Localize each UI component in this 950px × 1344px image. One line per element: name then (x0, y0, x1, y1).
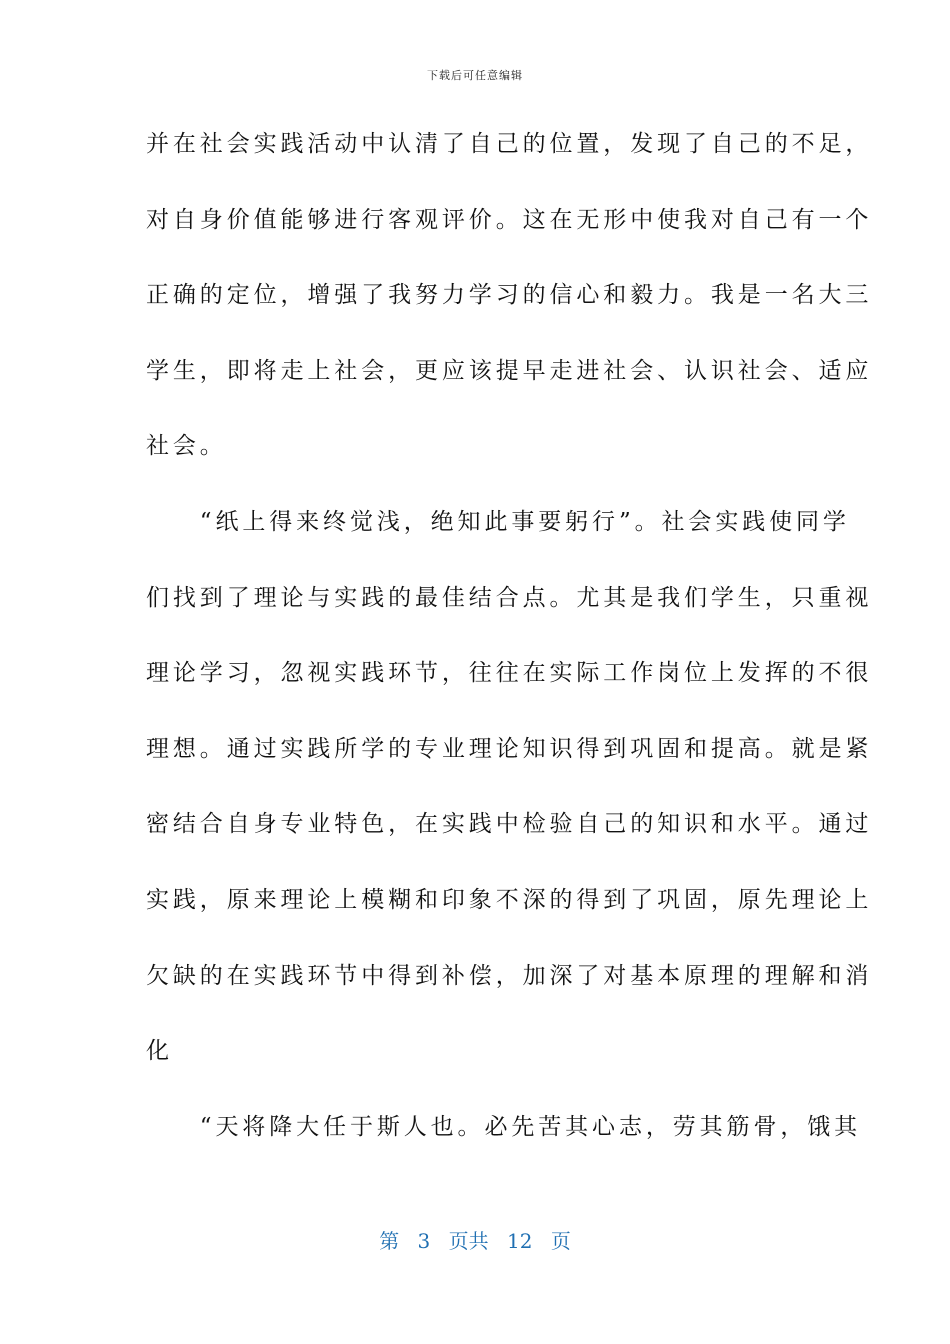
text-line: 对自身价值能够进行客观评价。这在无形中使我对自己有一个 (146, 206, 873, 233)
text-line: “天将降大任于斯人也。必先苦其心志，劳其筋骨，饿其 (146, 1113, 862, 1140)
text-line: 理论学习，忽视实践环节，往往在实际工作岗位上发挥的不很 (146, 660, 873, 687)
current-page-number: 3 (417, 1229, 431, 1253)
body-text (146, 118, 873, 1176)
text-line: 实践，原来理论上模糊和印象不深的得到了巩固，原先理论上 (146, 886, 873, 913)
text-line: 理想。通过实践所学的专业理论知识得到巩固和提高。就是紧 (146, 735, 873, 762)
text-line: 并在社会实践活动中认清了自己的位置，发现了自己的不足， (146, 131, 873, 157)
footer-middle: 页共 (448, 1229, 489, 1253)
text-line: 学生，即将走上社会，更应该提早走进社会、认识社会、适应 (146, 357, 873, 384)
footer-prefix: 第 (379, 1229, 400, 1253)
footer-suffix: 页 (550, 1229, 571, 1253)
text-line: 欠缺的在实践环节中得到补偿，加深了对基本原理的理解和消 (146, 962, 873, 989)
total-pages-number: 12 (507, 1229, 533, 1253)
page-header: 下载后可任意编辑 (427, 69, 523, 82)
text-line: 社会。 (146, 433, 227, 460)
text-line: 正确的定位，增强了我努力学习的信心和毅力。我是一名大三 (146, 282, 873, 309)
page-footer (0, 1225, 950, 1254)
text-line: 化 (146, 1038, 173, 1065)
text-line: 密结合自身专业特色，在实践中检验自己的知识和水平。通过 (146, 811, 873, 838)
text-line: “纸上得来终觉浅，绝知此事要躬行”。社会实践使同学 (146, 508, 850, 535)
text-line: 们找到了理论与实践的最佳结合点。尤其是我们学生，只重视 (146, 584, 873, 611)
